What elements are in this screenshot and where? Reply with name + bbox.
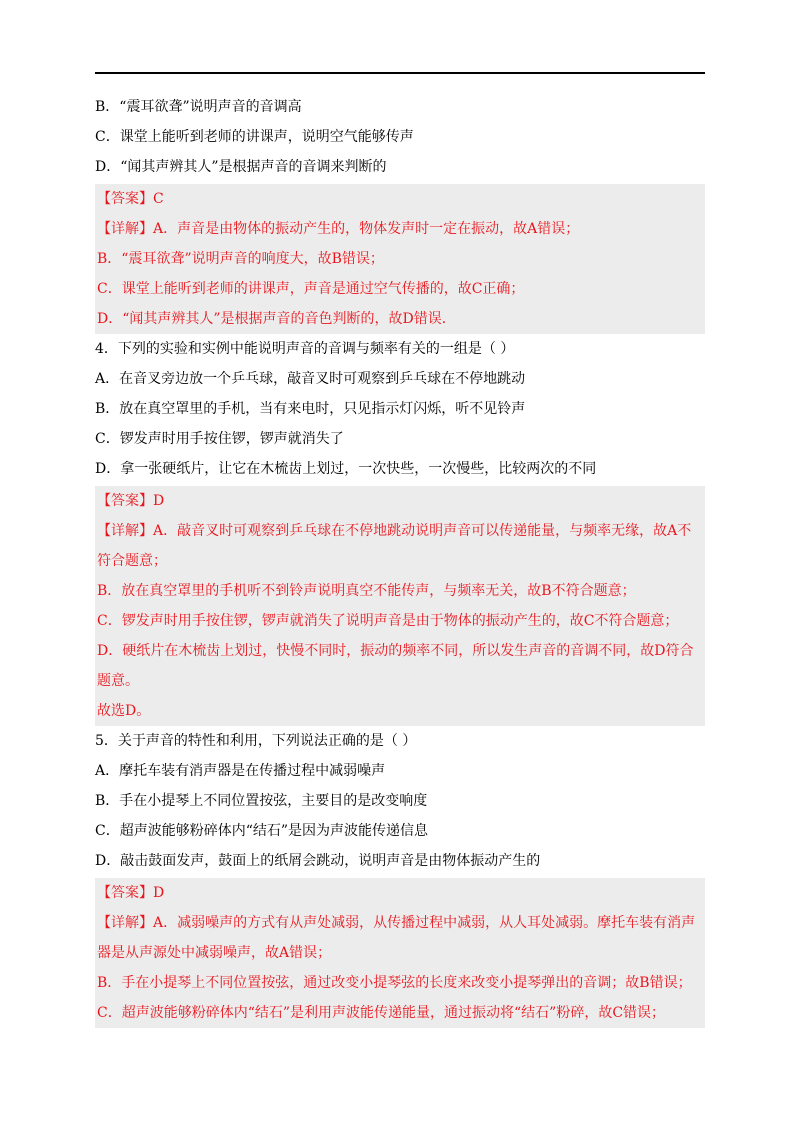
document-body (95, 92, 705, 1028)
q4-answer-box (95, 486, 705, 726)
q4-explain-4: C．锣发声时用手按住锣，锣声就消失了说明声音是由于物体的振动产生的，故C不符合题意； (97, 613, 679, 629)
q4-explain-5: D．硬纸片在木梳齿上划过，快慢不同时，振动的频率不同，所以发生声音的音调不同，故D符合 (97, 643, 694, 659)
q4-option-c: C．锣发声时用手按住锣，锣声就消失了 (95, 431, 344, 447)
q5-option-c: C．超声波能够粉碎体内“结石”是因为声波能传递信息 (95, 823, 429, 839)
q4-conclusion: 故选D。 (97, 703, 151, 719)
q4-answer: 【答案】D (97, 493, 165, 509)
q5-explain-4: C．超声波能够粉碎体内“结石”是利用声波能传递能量，通过振动将“结石”粉碎，故C错误； (97, 1005, 666, 1021)
q3-explain-3: C．课堂上能听到老师的讲课声，声音是通过空气传播的，故C正确； (97, 281, 525, 297)
q4-option-b: B．放在真空罩里的手机，当有来电时，只见指示灯闪烁，听不见铃声 (95, 401, 526, 417)
q5-option-b: B．手在小提琴上不同位置按弦，主要目的是改变响度 (95, 793, 428, 809)
q5-answer: 【答案】D (97, 885, 165, 901)
q4-explain-2: 符合题意； (97, 553, 167, 569)
q5-stem: 5．关于声音的特性和利用，下列说法正确的是（ ） (95, 733, 417, 749)
q4-explain-1: 【详解】A．敲音叉时可观察到乒乓球在不停地跳动说明声音可以传递能量，与频率无缘，故A不 (97, 523, 692, 539)
q5-option-d: D．敲击鼓面发声，鼓面上的纸屑会跳动，说明声音是由物体振动产生的 (95, 853, 541, 869)
q3-option-b: B．“震耳欲聋”说明声音的音调高 (95, 99, 302, 115)
q3-option-c: C．课堂上能听到老师的讲课声，说明空气能够传声 (95, 129, 414, 145)
header-rule (95, 72, 705, 74)
q4-option-d: D．拿一张硬纸片，让它在木梳齿上划过，一次快些，一次慢些，比较两次的不同 (95, 461, 597, 477)
q4-explain-3: B．放在真空罩里的手机听不到铃声说明真空不能传声，与频率无关，故B不符合题意； (97, 583, 636, 599)
q3-answer-box (95, 184, 705, 334)
q3-options (95, 92, 705, 182)
q5 (95, 726, 705, 876)
q3-option-d: D．“闻其声辨其人”是根据声音的音调来判断的 (95, 159, 387, 175)
q5-explain-3: B．手在小提琴上不同位置按弦，通过改变小提琴弦的长度来改变小提琴弹出的音调；故B错误； (97, 975, 692, 991)
q3-explain-2: B．“震耳欲聋”说明声音的响度大，故B错误； (97, 251, 384, 267)
q4-explain-6: 题意。 (97, 673, 139, 689)
q3-explain-1: 【详解】A．声音是由物体的振动产生的，物体发声时一定在振动，故A错误； (97, 221, 580, 237)
q5-explain-2: 器是从声源处中减弱噪声，故A错误； (97, 945, 332, 961)
q3-explain-4: D．“闻其声辨其人”是根据声音的音色判断的，故D错误． (97, 311, 456, 327)
q4 (95, 334, 705, 484)
q5-answer-box (95, 878, 705, 1028)
q4-option-a: A．在音叉旁边放一个乒乓球，敲音叉时可观察到乒乓球在不停地跳动 (95, 371, 526, 387)
q3-answer: 【答案】C (97, 191, 164, 207)
q5-option-a: A．摩托车装有消声器是在传播过程中减弱噪声 (95, 763, 386, 779)
q5-explain-1: 【详解】A．减弱噪声的方式有从声处减弱，从传播过程中减弱，从人耳处减弱。摩托车装有消声 (97, 915, 696, 931)
q4-stem: 4．下列的实验和实例中能说明声音的音调与频率有关的一组是（ ） (95, 341, 515, 357)
